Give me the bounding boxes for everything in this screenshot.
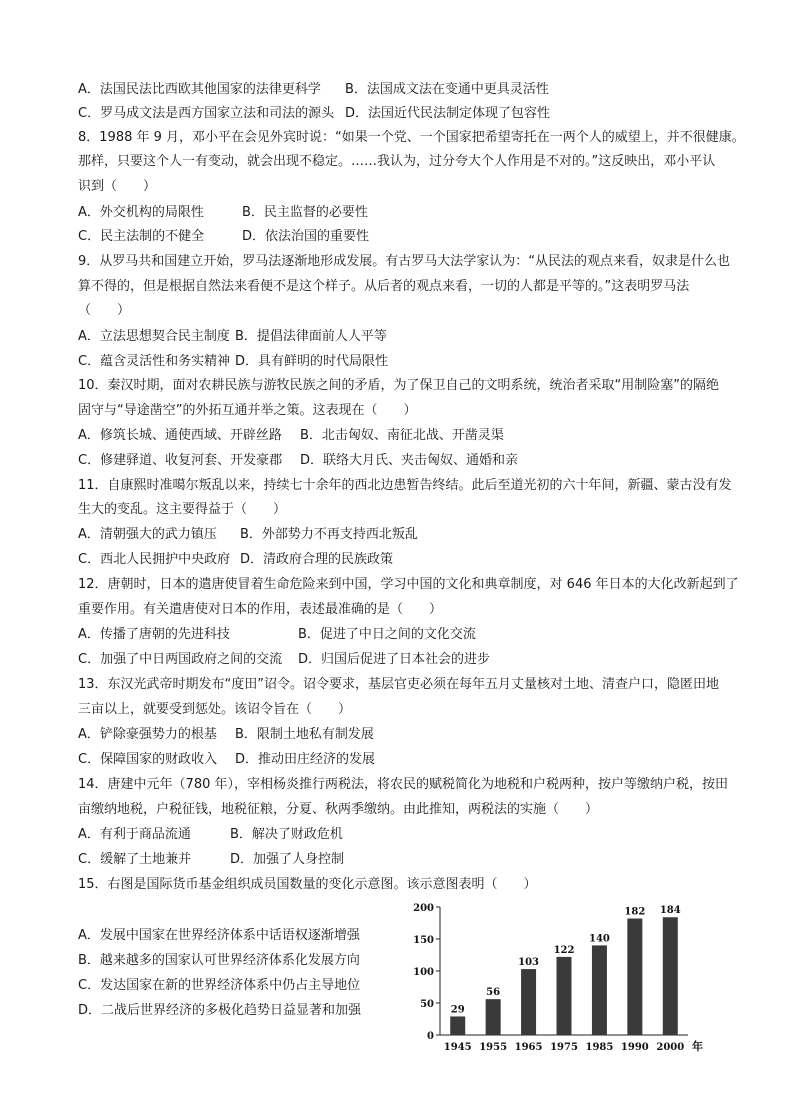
bar-value-label: 122 [553, 944, 575, 956]
bar-value-label: 140 [588, 933, 610, 945]
q13-stem-line-2: 三亩以上，就要受到惩处。该诏令旨在（ ） [78, 702, 352, 717]
q14-option-d: D．加强了人身控制 [230, 852, 345, 867]
bar-value-label: 182 [624, 906, 646, 918]
x-tick-label: 1985 [585, 1042, 614, 1053]
q12-option-b: B．促进了中日之间的文化交流 [298, 627, 476, 642]
q8-option-b: B．民主监督的必要性 [242, 205, 368, 220]
q11-option-d: D．清政府合理的民族政策 [240, 552, 394, 567]
q14-stem-line-2: 亩缴纳地税，户税征钱，地税征粮，分夏、秋两季缴纳。由此推知，两税法的实施（ ） [78, 802, 599, 817]
q10-stem-line-1: 10．秦汉时期，面对农耕民族与游牧民族之间的矛盾，为了保卫自己的文明系统，统治者采取“用制险塞”的隔绝 [78, 378, 720, 393]
y-tick-label: 200 [413, 903, 434, 914]
q10-option-b: B．北击匈奴、南征北战、开凿灵渠 [300, 428, 504, 443]
x-axis-unit: 年 [692, 1040, 703, 1053]
q12-stem-line-2: 重要作用。有关遣唐使对日本的作用，表述最准确的是（ ） [78, 602, 443, 617]
q7-option-c: C．罗马成文法是西方国家立法和司法的源头 [78, 106, 335, 121]
q9-stem-line-3: （ ） [78, 303, 131, 318]
x-tick-label: 1990 [620, 1042, 649, 1053]
q15-stem-line-1: 15．右图是国际货币基金组织成员国数量的变化示意图。该示意图表明（ ） [78, 877, 537, 892]
q8-stem-line-2: 那样，只要这个人一有变动，就会出现不稳定。……我认为，过分夸大个人作用是不对的。”这反映出，邓小平认 [78, 154, 716, 169]
x-tick-label: 1945 [443, 1042, 472, 1053]
y-tick-label: 150 [413, 935, 434, 946]
q9-option-a: A．立法思想契合民主制度 [78, 329, 230, 344]
q12-option-a: A．传播了唐朝的先进科技 [78, 627, 230, 642]
y-tick-label: 0 [427, 1031, 434, 1042]
q11-option-c: C．西北人民拥护中央政府 [78, 552, 231, 567]
x-tick-label: 1955 [479, 1042, 508, 1053]
q7-option-b: B．法国成文法在变通中更具灵活性 [345, 82, 549, 97]
q8-stem-line-3: 识到（ ） [78, 179, 157, 194]
y-tick-label: 50 [420, 999, 434, 1010]
q12-stem-line-1: 12．唐朝时，日本的遣唐使冒着生命危险来到中国，学习中国的文化和典章制度，对 646 年日本的大化改新起到了 [78, 577, 739, 592]
q9-option-b: B．提倡法律面前人人平等 [235, 329, 387, 344]
bar-1990 [627, 919, 642, 1035]
q11-option-b: B．外部势力不再支持西北叛乱 [240, 527, 418, 542]
q11-option-a: A．清朝强大的武力镇压 [78, 527, 217, 542]
q14-stem-line-1: 14．唐建中元年（780 年），宰相杨炎推行两税法，将农民的赋税简化为地税和户税两种，按户等缴纳户税，按田 [78, 777, 728, 792]
q15-option-c: C．发达国家在新的世界经济体系中仍占主导地位 [78, 978, 361, 993]
bar-value-label: 56 [486, 987, 501, 999]
q9-stem-line-1: 9．从罗马共和国建立开始，罗马法逐渐地形成发展。有古罗马大法学家认为：“从民法的观点来看，奴隶是什么也 [78, 254, 731, 269]
q8-option-a: A．外交机构的局限性 [78, 205, 204, 220]
q7-option-d: D．法国近代民法制定体现了包容性 [345, 106, 551, 121]
bar-1945 [450, 1016, 465, 1035]
q13-option-b: B．限制土地私有制发展 [235, 727, 374, 742]
q10-option-d: D．联络大月氏、夹击匈奴、通婚和亲 [300, 453, 519, 468]
q12-option-c: C．加强了中日两国政府之间的交流 [78, 652, 283, 667]
q8-option-d: D．依法治国的重要性 [242, 229, 370, 244]
bar-value-label: 184 [659, 905, 681, 917]
x-tick-label: 1975 [550, 1042, 578, 1053]
q13-stem-line-1: 13．东汉光武帝时期发布“度田”诏令。诏令要求，基层官吏必须在每年五月丈量核对土地、清查户口，隐匿田地 [78, 677, 720, 692]
q14-option-c: C．缓解了土地兼并 [78, 852, 192, 867]
q10-option-a: A．修筑长城、通使西域、开辟丝路 [78, 428, 282, 443]
bar-1955 [486, 999, 501, 1035]
q10-stem-line-2: 固守与“导途凿空”的外拓互通并举之策。这表现在（ ） [78, 403, 417, 418]
y-tick-label: 100 [413, 967, 434, 978]
bar-1965 [521, 969, 536, 1035]
q12-option-d: D．归国后促进了日本社会的进步 [298, 652, 491, 667]
q8-option-c: C．民主法制的不健全 [78, 229, 205, 244]
q13-option-c: C．保障国家的财政收入 [78, 752, 218, 767]
x-tick-label: 2000 [656, 1042, 685, 1053]
q9-stem-line-2: 算不得的，但是根据自然法来看便不是这个样子。从后者的观点来看，一切的人都是平等的。”这表明罗马法 [78, 279, 690, 294]
q13-option-d: D．推动田庄经济的发展 [235, 752, 376, 767]
q15-option-a: A．发展中国家在世界经济体系中话语权逐渐增强 [78, 928, 360, 943]
bar-2000 [663, 917, 678, 1035]
q8-stem-line-1: 8．1988 年 9 月，邓小平在会见外宾时说：“如果一个党、一个国家把希望寄托在一两个人的威望上，并不很健康。 [78, 130, 745, 145]
q15-option-d: D．二战后世界经济的多极化趋势日益显著和加强 [78, 1003, 362, 1018]
q13-option-a: A．铲除豪强势力的根基 [78, 727, 217, 742]
x-tick-label: 1965 [514, 1042, 543, 1053]
bar-value-label: 103 [518, 957, 540, 969]
bar-1985 [592, 945, 607, 1035]
q11-stem-line-2: 生大的变乱。这主要得益于（ ） [78, 502, 287, 517]
q10-option-c: C．修建驿道、收复河套、开发豪郡 [78, 453, 283, 468]
bar-1975 [557, 957, 572, 1035]
q15-option-b: B．越来越多的国家认可世界经济体系化发展方向 [78, 953, 360, 968]
q9-option-c: C．蕴含灵活性和务实精神 [78, 354, 231, 369]
q11-stem-line-1: 11．自康熙时准噶尔叛乱以来，持续七十余年的西北边患暂告终结。此后至道光初的六十年间，新疆、蒙古没有发 [78, 478, 732, 493]
q9-option-d: D．具有鲜明的时代局限性 [235, 354, 389, 369]
q14-option-a: A．有利于商品流通 [78, 827, 191, 842]
q14-option-b: B．解决了财政危机 [230, 827, 343, 842]
imf-members-bar-chart [410, 897, 710, 1059]
q7-option-a: A．法国民法比西欧其他国家的法律更科学 [78, 82, 321, 97]
bar-value-label: 29 [450, 1004, 465, 1016]
